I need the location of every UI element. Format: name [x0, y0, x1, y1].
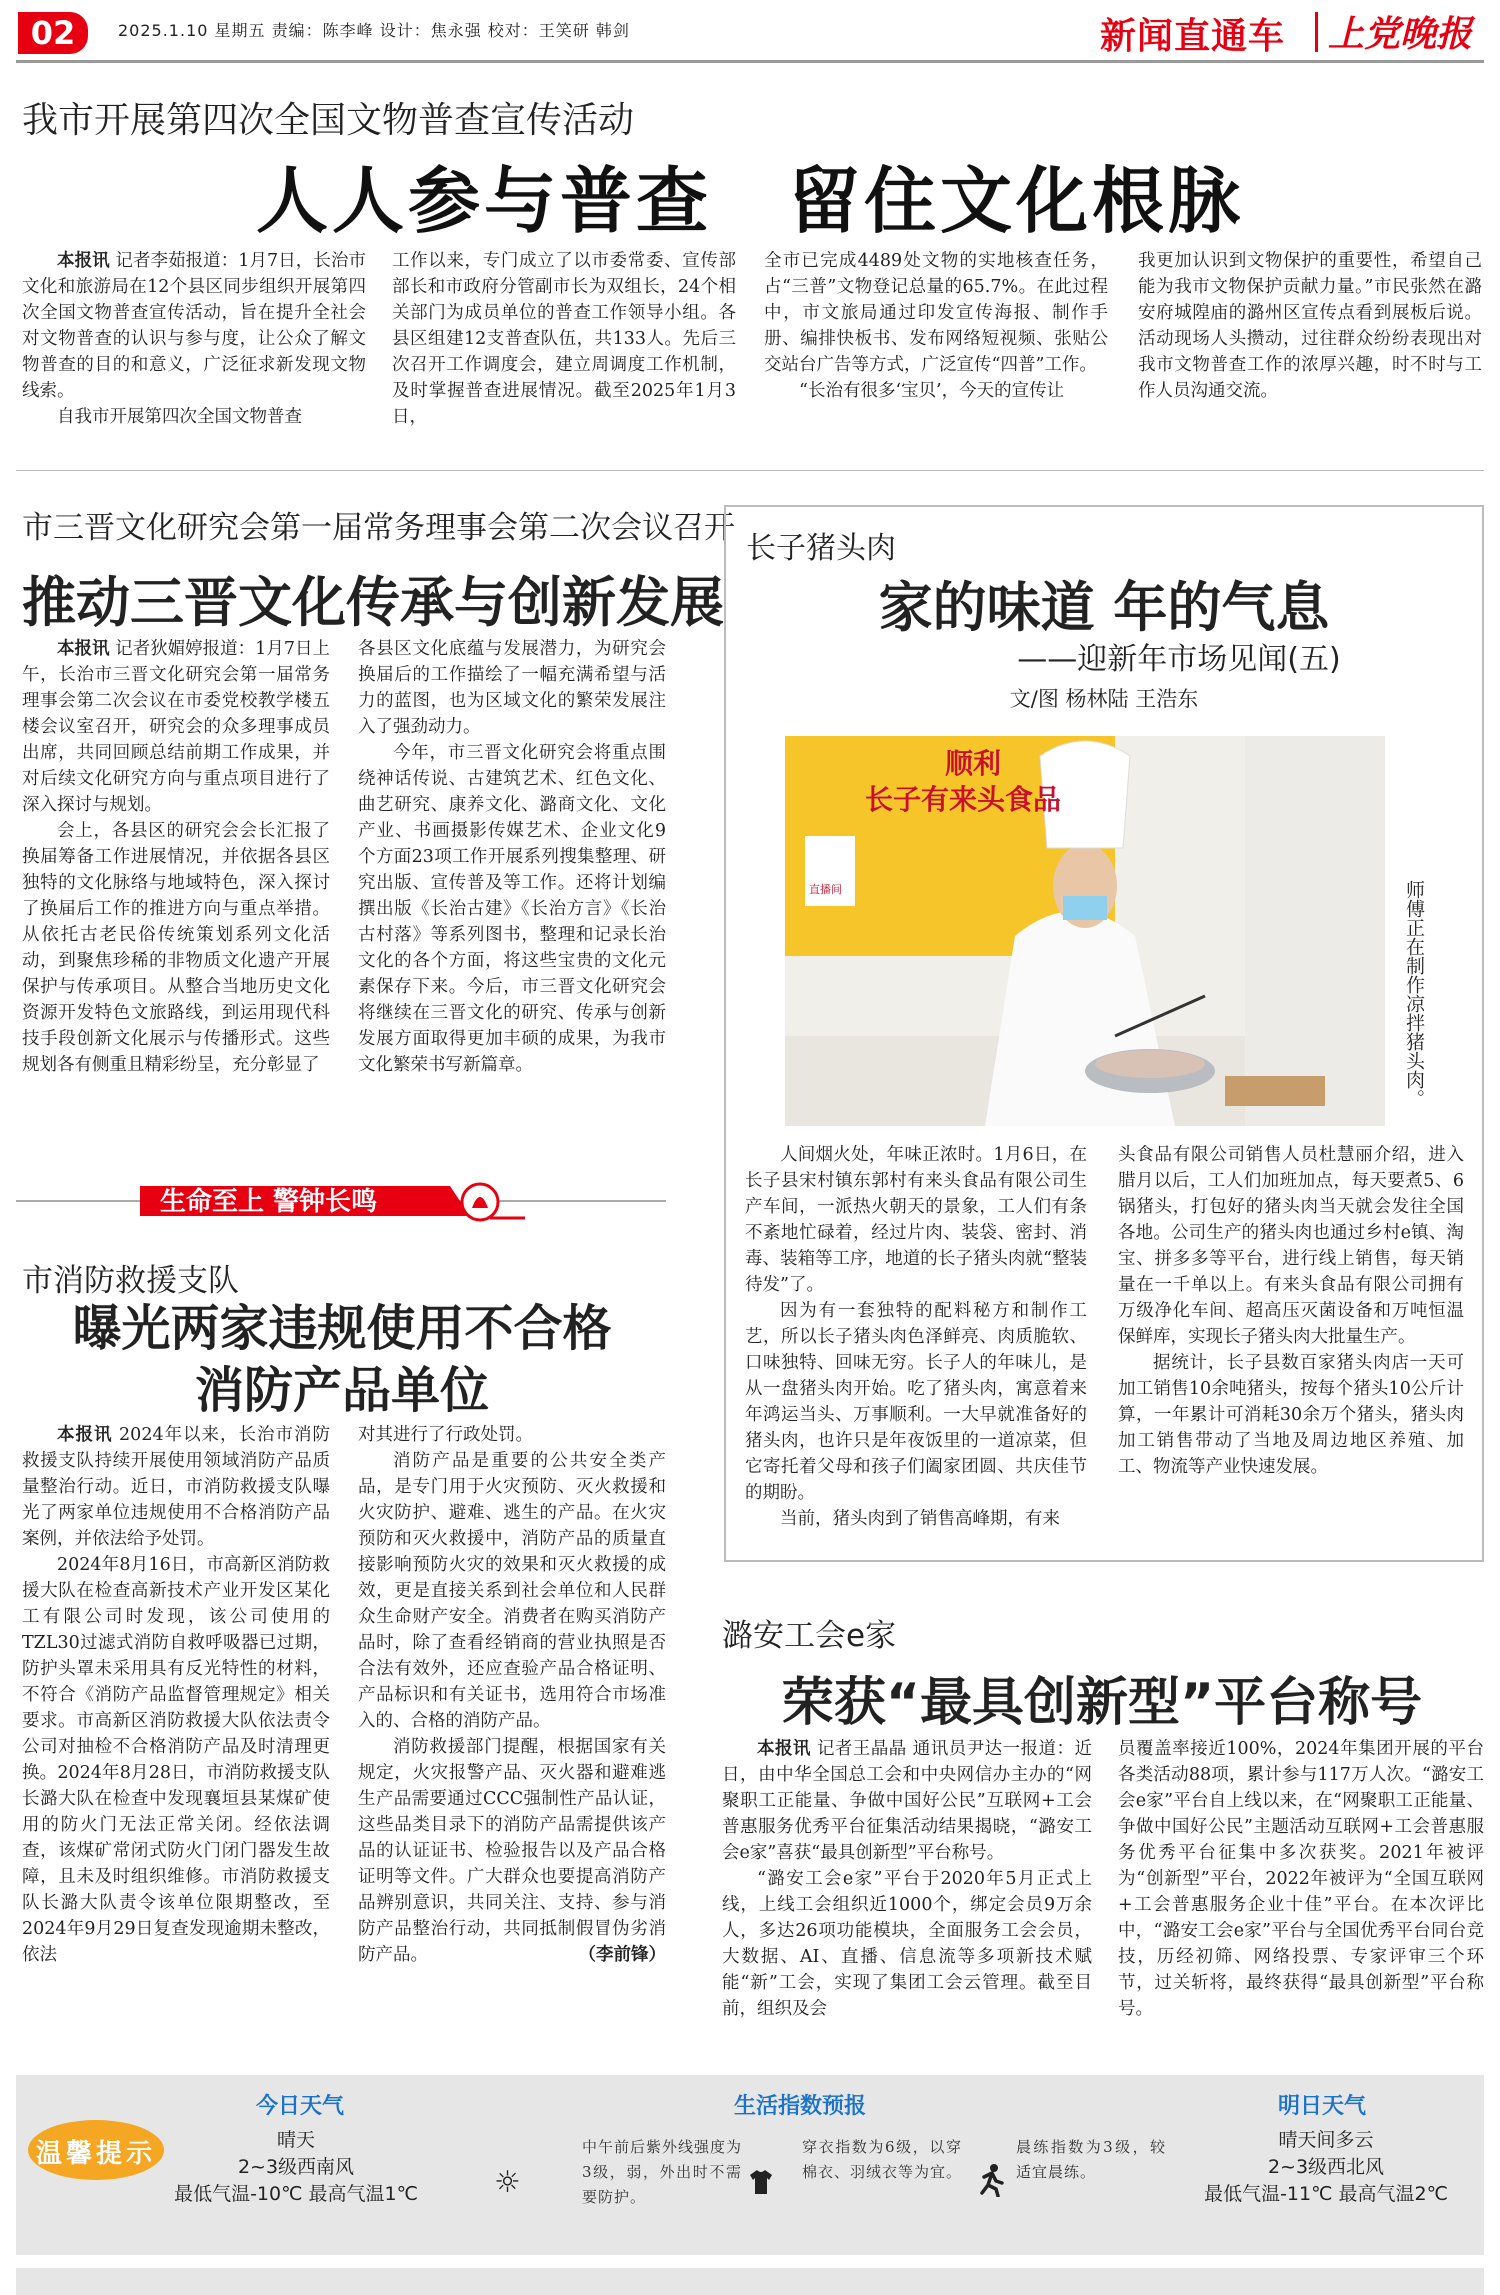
tip-text: 温馨提示 — [35, 2139, 156, 2169]
article2-subtitle: 市三晋文化研究会第一届常务理事会第二次会议召开 — [22, 510, 735, 546]
banner-text: 生命至上 警钟长鸣 — [160, 1187, 378, 1217]
article4-column-1 — [745, 1142, 1087, 1532]
dress-index: 穿衣指数为6级，以穿棉衣、羽绒衣等为宜。 — [802, 2138, 963, 2181]
article2-paragraph: 记者狄媚婷报道：1月7日上午，长治市三晋文化研究会第一届常务理事会第二次会议在市委党校教学楼五楼会议室召开，研究会的众多理事成员出席，共同回顾总结前期工作成果，并对后续文化研究方向与重点项目进行了深入探讨与规划。 — [22, 639, 330, 815]
article2-paragraph: 各县区文化底蕴与发展潜力，为研究会换届后的工作描绘了一幅充满希望与活力的蓝图，也为区域文化的繁荣发展注入了强劲动力。 — [358, 639, 666, 737]
lead-label: 本报讯 — [57, 639, 110, 659]
article4-series-subtitle: ——迎新年市场见闻(五) — [1017, 642, 1341, 677]
page-number: 02 — [18, 12, 88, 54]
article5-column-2 — [1118, 1736, 1484, 2022]
today-weather-title: 今日天气 — [256, 2094, 345, 2119]
today-weather — [166, 2127, 426, 2208]
tomorrow-weather — [1186, 2127, 1466, 2208]
shirt-icon — [746, 2167, 776, 2197]
article1-paragraph: 我更加认识到文物保护的重要性，希望自己能为我市文物保护贡献力量。”市民张然在潞安府城隍庙的潞州区宣传点看到展板后说。活动现场人头攒动，过往群众纷纷表现出对我市文物普查工作的浓厚兴趣，时不时与工作人员沟通交流。 — [1138, 251, 1482, 401]
article4-byline: 文/图 杨林陆 王浩东 — [1009, 687, 1199, 711]
photo-sign: 顺利 — [945, 747, 1002, 780]
tomorrow-weather-title: 明日天气 — [1278, 2094, 1367, 2119]
page-header — [0, 0, 1500, 62]
article4-paragraph: 当前，猪头肉到了销售高峰期，有来 — [780, 1509, 1060, 1529]
article3-paragraph: 2024年8月16日，市高新区消防救援大队在检查高新技术产业开发区某化工有限公司时发现，该公司使用的TZL30过滤式消防自救呼吸器已过期，防护头罩未采用具有反光特性的材料，不符合《消防产品监督管理规定》相关要求。市高新区消防救援大队依法责令公司对抽检不合格消防产品及时清理更换。2024年8月28日，市消防救援支队长潞大队在检查中发现襄垣县某煤矿使用的防火门无法正常关闭。经依法调查，该煤矿常闭式防火门闭门器发生故障，且未及时组织维修。市消防救援支队长潞大队责令该单位限期整改，至2024年9月29日复查发现逾期未整改，依法 — [22, 1555, 330, 1965]
tomorrow-temperature: 最低气温-11℃ 最高气温2℃ — [1204, 2183, 1448, 2205]
article2-paragraph: 会上，各县区的研究会会长汇报了换届筹备工作进展情况，并依据各县区独特的文化脉络与地域特色，深入探讨了换届后工作的推进方向与重点举措。从依托古老民俗传统策划系列文化活动，到聚焦珍稀的非物质文化遗产开展保护与传承项目。从整合当地历史文化资源开发特色文旅路线，到运用现代科技手段创新文化展示与传播形式。这些规划各有侧重且精彩纷呈，充分彰显了 — [22, 821, 330, 1075]
footer-bar — [16, 2268, 1484, 2295]
article1-title: 人人参与普查 留住文化根脉 — [255, 159, 1244, 243]
weather-panel — [16, 2075, 1484, 2255]
header-separator — [1315, 12, 1318, 52]
article4-paragraph: 人间烟火处，年味正浓时。1月6日，在长子县宋村镇东郭村有来头食品有限公司生产车间，一派热火朝天的景象，工人们有条不紊地忙碌着，经过片肉、装袋、密封、消毒、装箱等工序，地道的长子猪头肉就“整装待发”了。 — [745, 1145, 1087, 1295]
article2-title: 推动三晋文化传承与创新发展 — [22, 571, 724, 634]
today-temperature: 最低气温-10℃ 最高气温1℃ — [174, 2183, 418, 2205]
article3-title-line2: 消防产品单位 — [194, 1362, 489, 1419]
fire-safety-banner — [140, 1178, 530, 1224]
article3-column-2 — [358, 1422, 666, 1968]
exercise-index: 晨练指数为3级，较适宜晨练。 — [1016, 2138, 1166, 2181]
author-sign: （李前锋） — [578, 1945, 666, 1965]
lead-label: 本报讯 — [757, 1739, 811, 1759]
article1-paragraph: “长治有很多‘宝贝’，今天的宣传让 — [799, 381, 1065, 401]
article5-paragraph: 记者王晶晶 通讯员尹达一报道：近日，由中华全国总工会和中央网信办主办的“网聚职工正能量、争做中国好公民”互联网+工会普惠服务优秀平台征集活动结果揭晓，“潞安工会e家”喜获“最具创新型”平台称号。 — [722, 1739, 1092, 1863]
article1-paragraph: 自我市开展第四次全国文物普查 — [57, 407, 302, 427]
article3-paragraph: 消防产品是重要的公共安全类产品，是专门用于火灾预防、灭火救援和火灾防护、避难、逃生的产品。在火灾预防和灭火救援中，消防产品的质量直接影响预防火灾的效果和灭火救援的成效，更是直接关系到社会单位和人民群众生命财产安全。消费者在购买消防产品时，除了查看经销商的营业执照是否合法有效外，还应查验产品合格证明、产品标识和有关证书，选用符合市场准入的、合格的消防产品。 — [358, 1451, 666, 1731]
article4-column-2 — [1118, 1142, 1464, 1480]
chef-photo — [785, 736, 1385, 1126]
article4-paragraph: 据统计，长子县数百家猪头肉店一天可加工销售10余吨猪头，按每个猪头10公斤计算，一年累计可消耗30余万个猪头，猪头肉加工销售带动了当地及周边地区养殖、加工、物流等产业快速发展。 — [1118, 1353, 1464, 1477]
article4-paragraph: 因为有一套独特的配料秘方和制作工艺，所以长子猪头肉色泽鲜亮、肉质脆软、口味独特、回味无穷。长子人的年味儿，是从一盘猪头肉开始。吃了猪头肉，寓意着来年鸿运当头、万事顺利。一大早就准备好的猪头肉，也许只是年夜饭里的一道凉菜，但它寄托着父母和孩子们阖家团圆、共庆佳节的期盼。 — [745, 1301, 1087, 1503]
article5-title: 荣获“最具创新型”平台称号 — [781, 1673, 1423, 1733]
article3-title — [22, 1298, 662, 1422]
article3-paragraph: 对其进行了行政处罚。 — [358, 1425, 533, 1445]
article1-column-2 — [392, 248, 736, 430]
today-condition: 晴天 — [276, 2129, 315, 2151]
newspaper-logo: 上党晚报 — [1328, 13, 1473, 55]
article3-paragraph: 消防救援部门提醒，根据国家有关规定，火灾报警产品、灭火器和避难逃生产品需要通过CCC强制性产品认证，这些品类目录下的消防产品需提供该产品的认证证书、检验报告以及产品合格证明等文件。广大群众也要提高消防产品辨别意识，共同关注、支持、参与消防产品整治行动，共同抵制假冒伪劣消防产品。 — [358, 1737, 666, 1965]
uv-index: 中午前后紫外线强度为3级，弱，外出时不需要防护。 — [582, 2138, 743, 2206]
article5-paragraph: 员覆盖率接近100%，2024年集团开展的平台各类活动88项，累计参与117万人次。“潞安工会e家”平台自上线以来，在“网聚职工正能量、争做中国好公民”主题活动互联网+工会普惠服务优秀平台征集中多次获奖。2021年被评为“创新型”平台，2022年被评为“全国互联网+工会普惠服务企业十佳”平台。在本次评比中，“潞安工会e家”平台与全国优秀平台同台竞技，历经初筛、网络投票、专家评审三个环节，过关斩将，最终获得“最具创新型”平台称号。 — [1118, 1739, 1484, 2019]
article4-title: 家的味道 年的气息 — [878, 576, 1330, 639]
photo-badge: 直播间 — [809, 883, 842, 896]
article1-paragraph: 工作以来，专门成立了以市委常委、宣传部部长和市政府分管副市长为双组长，24个相关部门为成员单位的普查工作领导小组。各县区组建12支普查队伍，共133人。先后三次召开工作调度会，建立周调度工作机制，及时掌握普查进展情况。截至2025年1月3日， — [392, 251, 736, 427]
photo-sign: 长子有来头食品 — [865, 783, 1062, 816]
article1-column-3 — [764, 248, 1108, 404]
article5-paragraph: “潞安工会e家”平台于2020年5月正式上线，上线工会组织近1000个，绑定会员9万余人，多达26项功能模块，全面服务工会会员，大数据、AI、直播、信息流等多项新技术赋能“新”工会，实现了集团工会云管理。截至目前，组织及会 — [722, 1869, 1092, 2019]
article1-column-1 — [22, 248, 366, 430]
article1-paragraph: 记者李茹报道：1月7日，长治市文化和旅游局在12个县区同步组织开展第四次全国文物普查宣传活动，旨在提升全社会对文物普查的认识与参与度，让公众了解文物普查的目的和意义，广泛征求新发现文物线索。 — [22, 251, 366, 401]
article1-column-4 — [1138, 248, 1482, 404]
tip-badge — [26, 2115, 166, 2185]
article1-subtitle: 我市开展第四次全国文物普查宣传活动 — [22, 100, 635, 141]
article3-title-line1: 曝光两家违规使用不合格 — [72, 1300, 612, 1357]
sun-icon: ☼ — [494, 2165, 521, 2200]
tomorrow-wind: 2~3级西北风 — [1267, 2156, 1385, 2178]
article2-column-1 — [22, 636, 330, 1078]
today-wind: 2~3级西南风 — [237, 2156, 355, 2178]
photo-caption: 师傅正在制作凉拌猪头肉。 — [1403, 880, 1425, 1108]
article1-paragraph: 全市已完成4489处文物的实地核查任务，占“三普”文物登记总量的65.7%。在此过程中，市文旅局通过印发宣传海报、制作手册、编排快板书、发布网络短视频、张贴公交站台广告等方式，广泛宣传“四普”工作。 — [764, 251, 1108, 375]
header-rule — [16, 60, 1484, 63]
article5-subtitle: 潞安工会e家 — [722, 1618, 897, 1654]
article3-column-1 — [22, 1422, 330, 1968]
article3-paragraph: 2024年以来，长治市消防救援支队持续开展使用领域消防产品质量整治行动。近日，市消防救援支队曝光了两家单位违规使用不合格消防产品案例，并依法给予处罚。 — [22, 1425, 330, 1549]
lead-label: 本报讯 — [57, 1425, 113, 1445]
section-name: 新闻直通车 — [1100, 16, 1286, 57]
divider — [16, 470, 1484, 471]
header-info: 2025.1.10 星期五 责编：陈李峰 设计：焦永强 校对：王笑研 韩剑 — [118, 21, 630, 40]
life-index-title: 生活指数预报 — [734, 2094, 867, 2119]
running-icon — [976, 2163, 1006, 2197]
article5-column-1 — [722, 1736, 1092, 2022]
lead-label: 本报讯 — [57, 251, 110, 271]
article3-subtitle: 市消防救援支队 — [22, 1263, 239, 1299]
tomorrow-condition: 晴天间多云 — [1278, 2129, 1374, 2151]
article2-paragraph: 今年，市三晋文化研究会将重点围绕神话传说、古建筑艺术、红色文化、曲艺研究、康养文化、潞商文化、文化产业、书画摄影传媒艺术、企业文化9个方面23项工作开展系列搜集整理、研究出版、宣传普及等工作。还将计划编撰出版《长治古建》《长治方言》《长治古村落》等系列图书，整理和记录长治文化的各个方面，将这些宝贵的文化元素保存下来。今后，市三晋文化研究会将继续在三晋文化的研究、传承与创新发展方面取得更加丰硕的成果，为我市文化繁荣书写新篇章。 — [358, 743, 666, 1075]
article2-column-2 — [358, 636, 666, 1078]
article4-subtitle: 长子猪头肉 — [746, 531, 896, 566]
article4-paragraph: 头食品有限公司销售人员杜慧丽介绍，进入腊月以后，工人们加班加点，每天要煮5、6锅猪头，打包好的猪头肉当天就会发往全国各地。公司生产的猪头肉也通过乡村e镇、淘宝、拼多多等平台，进行线上销售，每天销量在一千单以上。有来头食品有限公司拥有万级净化车间、超高压灭菌设备和万吨恒温保鲜库，实现长子猪头肉大批量生产。 — [1118, 1145, 1464, 1347]
